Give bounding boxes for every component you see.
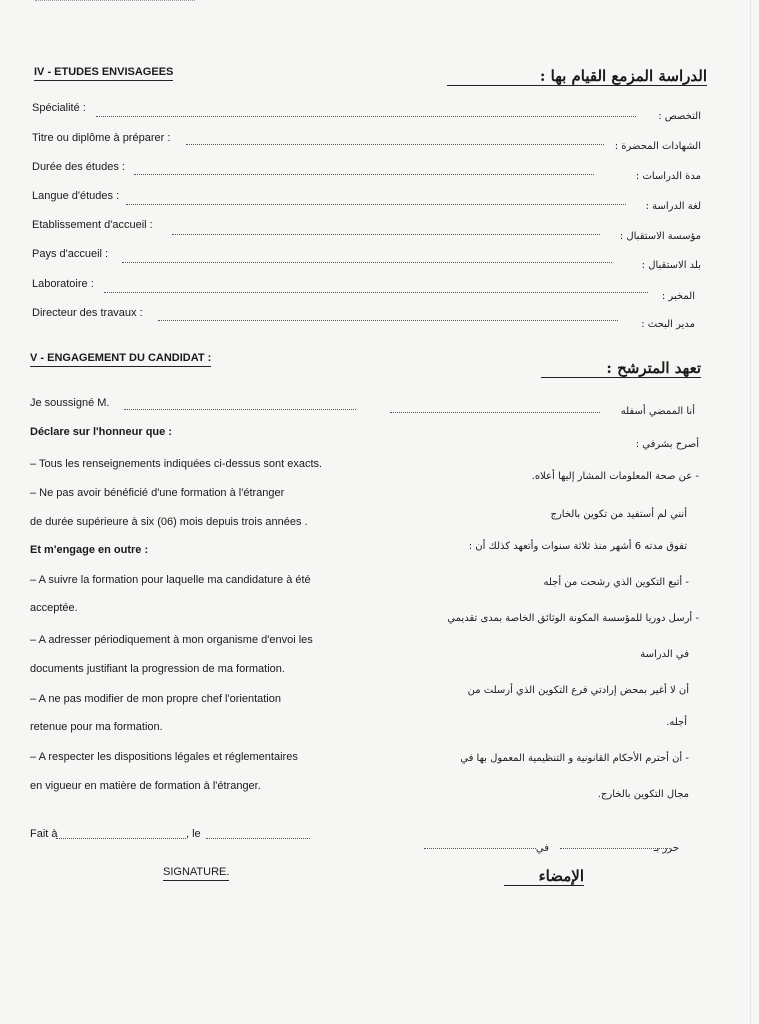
laboratoire-fill-line[interactable] bbox=[104, 292, 648, 293]
signature-label-ar: الإمضاء bbox=[504, 870, 584, 886]
section4-title-fr: IV - ETUDES ENVISAGEES bbox=[34, 66, 173, 81]
declare-heading: Déclare sur l'honneur que : bbox=[30, 426, 172, 438]
ar-engagement-line: أنا الممضي أسفله bbox=[620, 406, 695, 417]
signature-area-ar[interactable] bbox=[420, 900, 700, 1000]
field-label-fr: Durée des études : bbox=[32, 161, 125, 173]
field-label-fr: Spécialité : bbox=[32, 102, 86, 114]
ar-engagement-line: مجال التكوين بالخارج. bbox=[597, 789, 689, 800]
engagement-line: – Ne pas avoir bénéficié d'une formation à l'étranger bbox=[30, 487, 285, 499]
field-label-ar: بلد الاستقبال : bbox=[641, 260, 701, 271]
le-label: , le bbox=[186, 828, 201, 840]
field-label-fr: Etablissement d'accueil : bbox=[32, 219, 153, 231]
engagement-line: acceptée. bbox=[30, 602, 78, 614]
engagement-line: retenue pour ma formation. bbox=[30, 721, 163, 733]
harrir-fill-line[interactable] bbox=[560, 848, 670, 849]
fait-a-label: Fait à bbox=[30, 828, 58, 840]
engagement-line: en vigueur en matière de formation à l'étranger. bbox=[30, 780, 261, 792]
harrir-label: حرر بـ bbox=[653, 843, 679, 854]
engagement-line: – A ne pas modifier de mon propre chef l'orientation bbox=[30, 693, 281, 705]
engage-heading: Et m'engage en outre : bbox=[30, 544, 149, 556]
ar-engagement-line: أجله. bbox=[666, 717, 687, 728]
fi-fill-line[interactable] bbox=[424, 848, 536, 849]
ar-engagement-line: - أتبع التكوين الذي رشحت من أجله bbox=[543, 577, 689, 588]
fait-a-fill-line[interactable] bbox=[56, 838, 186, 839]
engagement-line: – A suivre la formation pour laquelle ma candidature à été bbox=[30, 574, 311, 586]
soussigne-label: Je soussigné M. bbox=[30, 397, 110, 409]
ar-engagement-line: أنني لم أستفيد من تكوين بالخارج bbox=[550, 509, 687, 520]
date-fill-line[interactable] bbox=[206, 838, 310, 839]
field-label-fr: Pays d'accueil : bbox=[32, 248, 109, 260]
engagement-line: – A adresser périodiquement à mon organisme d'envoi les bbox=[30, 634, 313, 646]
engagement-line: documents justifiant la progression de ma formation. bbox=[30, 663, 285, 675]
ar-engagement-line: - عن صحة المعلومات المشار إليها أعلاه. bbox=[531, 471, 699, 482]
etablissement-fill-line[interactable] bbox=[172, 234, 600, 235]
ar-engagement-line: أصرح بشرفي : bbox=[635, 439, 699, 450]
specialite-fill-line[interactable] bbox=[96, 116, 636, 117]
signature-label-fr: SIGNATURE. bbox=[163, 866, 229, 881]
langue-fill-line[interactable] bbox=[126, 204, 626, 205]
mumdi-fill-line[interactable] bbox=[390, 412, 600, 413]
field-label-fr: Titre ou diplôme à préparer : bbox=[32, 132, 171, 144]
field-label-ar: مدير البحث : bbox=[641, 319, 695, 330]
titre-fill-line[interactable] bbox=[186, 144, 604, 145]
field-label-ar: الشهادات المحضرة : bbox=[614, 141, 701, 152]
field-label-ar: لغة الدراسة : bbox=[645, 201, 701, 212]
field-label-ar: التخصص : bbox=[658, 111, 701, 122]
engagement-line: de durée supérieure à six (06) mois depuis trois années . bbox=[30, 516, 308, 528]
engagement-line: – A respecter les dispositions légales et réglementaires bbox=[30, 751, 298, 763]
field-label-fr: Directeur des travaux : bbox=[32, 307, 143, 319]
ar-engagement-line: - أن أحترم الأحكام القانونية و التنظيمية المعمول بها في bbox=[460, 753, 689, 764]
ar-engagement-line: في الدراسة bbox=[640, 649, 689, 660]
field-label-ar: مؤسسة الاستقبال : bbox=[619, 231, 701, 242]
field-label-ar: المخبر : bbox=[661, 291, 695, 302]
pays-fill-line[interactable] bbox=[122, 262, 612, 263]
top-clipped-header bbox=[35, 0, 195, 5]
fi-label: في bbox=[535, 843, 549, 854]
directeur-fill-line[interactable] bbox=[158, 320, 618, 321]
duree-fill-line[interactable] bbox=[134, 174, 594, 175]
soussigne-fill-line[interactable] bbox=[124, 409, 356, 410]
ar-engagement-line: - أرسل دوريا للمؤسسة المكونة الوثائق الخاصة بمدى تقديمي bbox=[447, 613, 699, 624]
engagement-line: – Tous les renseignements indiquées ci-dessus sont exacts. bbox=[30, 458, 323, 470]
page-edge bbox=[750, 0, 751, 1024]
signature-area-fr[interactable] bbox=[30, 892, 330, 992]
section5-title-ar: تعهد المترشح : bbox=[541, 362, 701, 378]
ar-engagement-line: تفوق مدته 6 أشهر منذ ثلاثة سنوات وأتعهد كذلك أن : bbox=[468, 541, 687, 552]
field-label-fr: Laboratoire : bbox=[32, 278, 94, 290]
section5-title-fr: V - ENGAGEMENT DU CANDIDAT : bbox=[30, 352, 211, 367]
section4-title-ar: الدراسة المزمع القيام بها : bbox=[447, 70, 707, 86]
ar-engagement-line: أن لا أغير بمحض إرادتي فرع التكوين الذي أرسلت من bbox=[467, 685, 689, 696]
field-label-ar: مدة الدراسات : bbox=[635, 171, 701, 182]
field-label-fr: Langue d'études : bbox=[32, 190, 120, 202]
